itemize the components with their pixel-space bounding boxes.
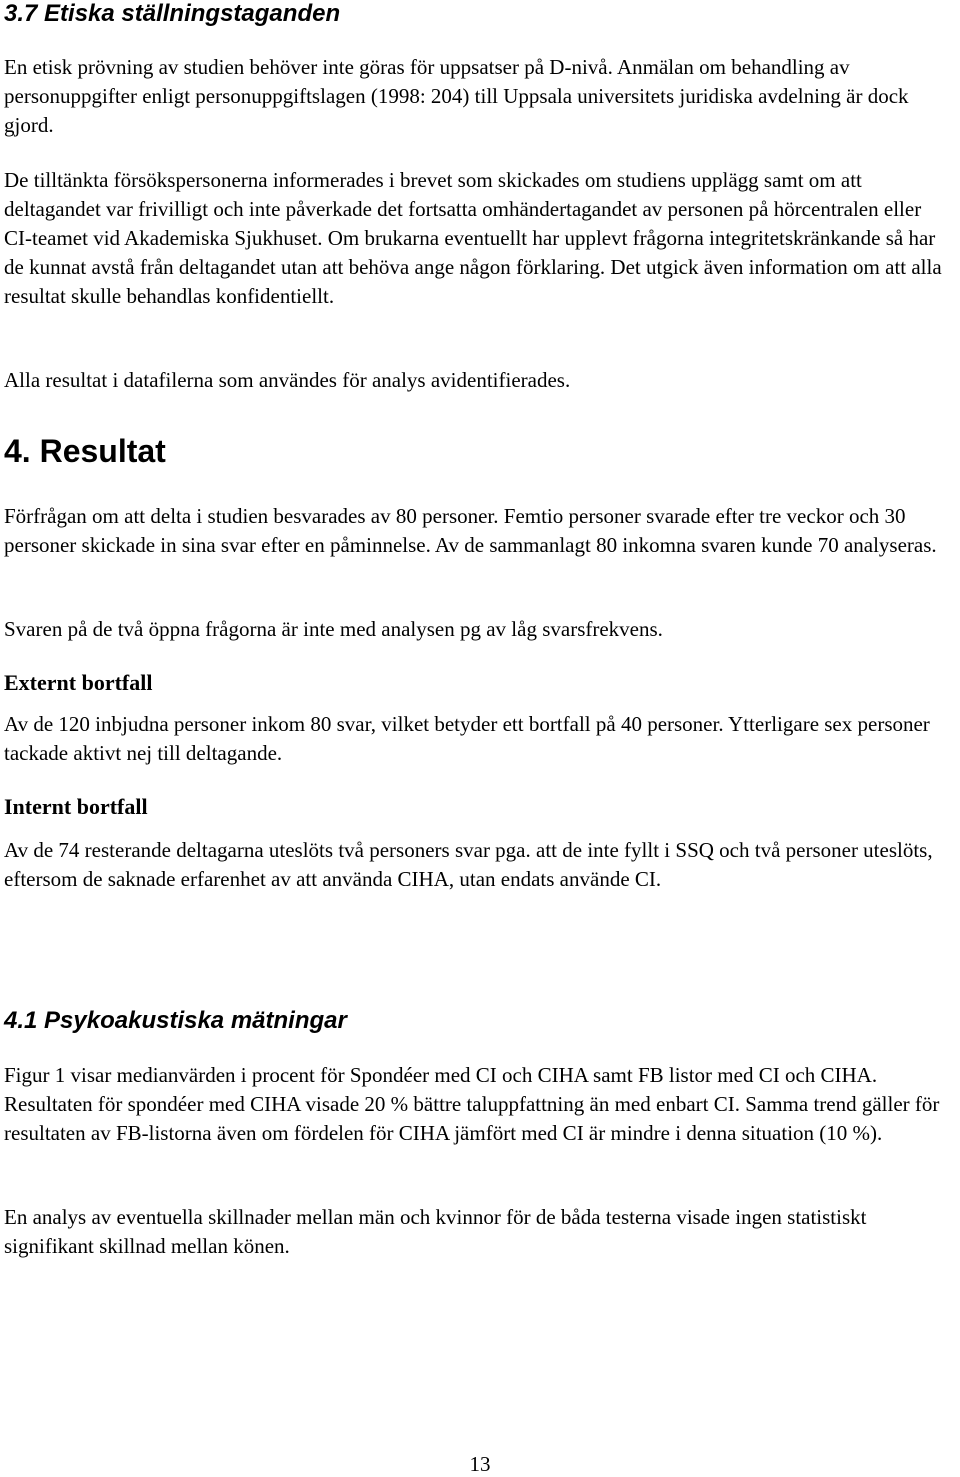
page-number: 13 (469, 1452, 491, 1476)
ethics-paragraph-1: En etisk prövning av studien behöver inte göras för uppsatser på D-nivå. Anmälan om behandling av personuppgifter enligt personuppgiftslagen (1998: 204) till Uppsala universitets juridiska avdelning är dock gjord. (4, 55, 909, 137)
ethics-paragraph-2: De tilltänkta försökspersonerna informerades i brevet som skickades om studiens upplägg samt om att deltagandet var frivilligt och inte påverkade det fortsatta omhändertagandet av personen på hörcentralen eller CI-teamet vid Akademiska Sjukhuset. Om brukarna eventuellt har upplevt frågorna integritetskränkande så har de kunnat avstå från deltagandet utan att behöva ange någon förklaring. Det utgick även information om att alla resultat skulle behandlas konfidentiellt. (4, 168, 942, 308)
psychoacoustic-paragraph-1: Figur 1 visar medianvärden i procent för Spondéer med CI och CIHA samt FB listor med CI och CIHA. Resultaten för spondéer med CIHA visade 20 % bättre taluppfattning än med enbart CI. Samma trend gäller för resultaten av FB-listorna även om fördelen för CIHA jämfört med CI är mindre i denna situation (10 %). (4, 1063, 940, 1145)
external-dropout-text: Av de 120 inbjudna personer inkom 80 svar, vilket betyder ett bortfall på 40 personer. Ytterligare sex personer tackade aktivt nej till deltagande. (4, 712, 930, 765)
section-heading-3-7: 3.7 Etiska ställningstaganden (4, 0, 341, 27)
results-paragraph-2: Svaren på de två öppna frågorna är inte med analysen pg av låg svarsfrekvens. (4, 617, 663, 641)
internal-dropout-text: Av de 74 resterande deltagarna uteslöts två personers svar pga. att de inte fyllt i SSQ och två personer uteslöts, eftersom de saknade erfarenhet av att använda CIHA, utan endats använde CI. (4, 838, 933, 891)
results-paragraph-1: Förfrågan om att delta i studien besvarades av 80 personer. Femtio personer svarade efter tre veckor och 30 personer skickade in sina svar efter en påminnelse. Av de sammanlagt 80 inkomna svaren kunde 70 analyseras. (4, 504, 937, 557)
section-heading-4: 4. Resultat (4, 433, 166, 469)
psychoacoustic-paragraph-2: En analys av eventuella skillnader mellan män och kvinnor för de båda testerna visade ingen statistiskt signifikant skillnad mellan könen. (4, 1205, 867, 1258)
section-heading-4-1: 4.1 Psykoakustiska mätningar (4, 1007, 347, 1034)
ethics-paragraph-3: Alla resultat i datafilerna som användes för analys avidentifierades. (4, 368, 571, 392)
external-dropout-heading: Externt bortfall (4, 670, 153, 695)
internal-dropout-heading: Internt bortfall (4, 794, 148, 819)
